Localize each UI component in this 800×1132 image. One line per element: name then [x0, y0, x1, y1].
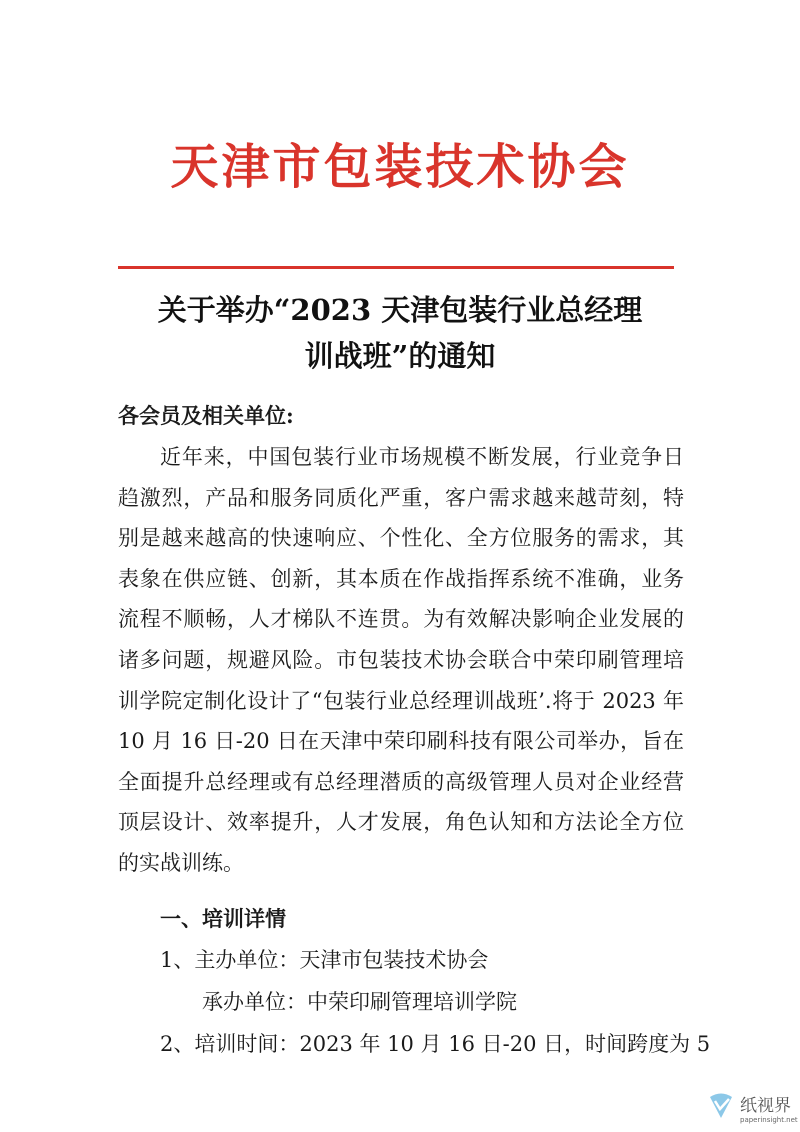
- red-divider-line: [118, 266, 674, 269]
- intro-paragraph: 近年来，中国包装行业市场规模不断发展，行业竞争日趋激烈，产品和服务同质化严重，客户需求越来越苛刻，特别是越来越高的快速响应、个性化、全方位服务的需求，其表象在供应链、创新，其本质在作战指挥系统不准确，业务流程不顺畅，人才梯队不连贯。为有效解决影响企业发展的诸多问题，规避风险。市包装技术协会联合中荣印刷管理培训学院定制化设计了“包装行业总经理训战班’.将于 2023 年 10 月 16 日-20 日在天津中荣印刷科技有限公司举办，旨在全面提升总经理或有总经理潜质的高级管理人员对企业经营顶层设计、效率提升，人才发展，角色认知和方法论全方位的实战训练。: [118, 445, 684, 875]
- organization-name-header: 天津市包装技术协会: [170, 139, 630, 195]
- watermark-url: paperinsight.net: [740, 1115, 798, 1124]
- paper-insight-logo-icon: [706, 1090, 736, 1124]
- salutation: 各会员及相关单位:: [118, 403, 294, 428]
- list-item-training-time: 2、培训时间：2023 年 10 月 16 日-20 日，时间跨度为 5: [160, 1032, 711, 1056]
- document-title-line-1: 关于举办“2023 天津包装行业总经理: [157, 293, 643, 327]
- list-item-co-organizer: 承办单位：中荣印刷管理培训学院: [202, 990, 517, 1014]
- section-heading-training-details: 一、培训详情: [160, 906, 286, 931]
- document-title-line-2: 训战班”的通知: [304, 339, 496, 373]
- watermark: [706, 1090, 798, 1124]
- list-item-organizer: 1、主办单位：天津市包装技术协会: [160, 948, 489, 972]
- watermark-name: 纸视界: [740, 1095, 791, 1116]
